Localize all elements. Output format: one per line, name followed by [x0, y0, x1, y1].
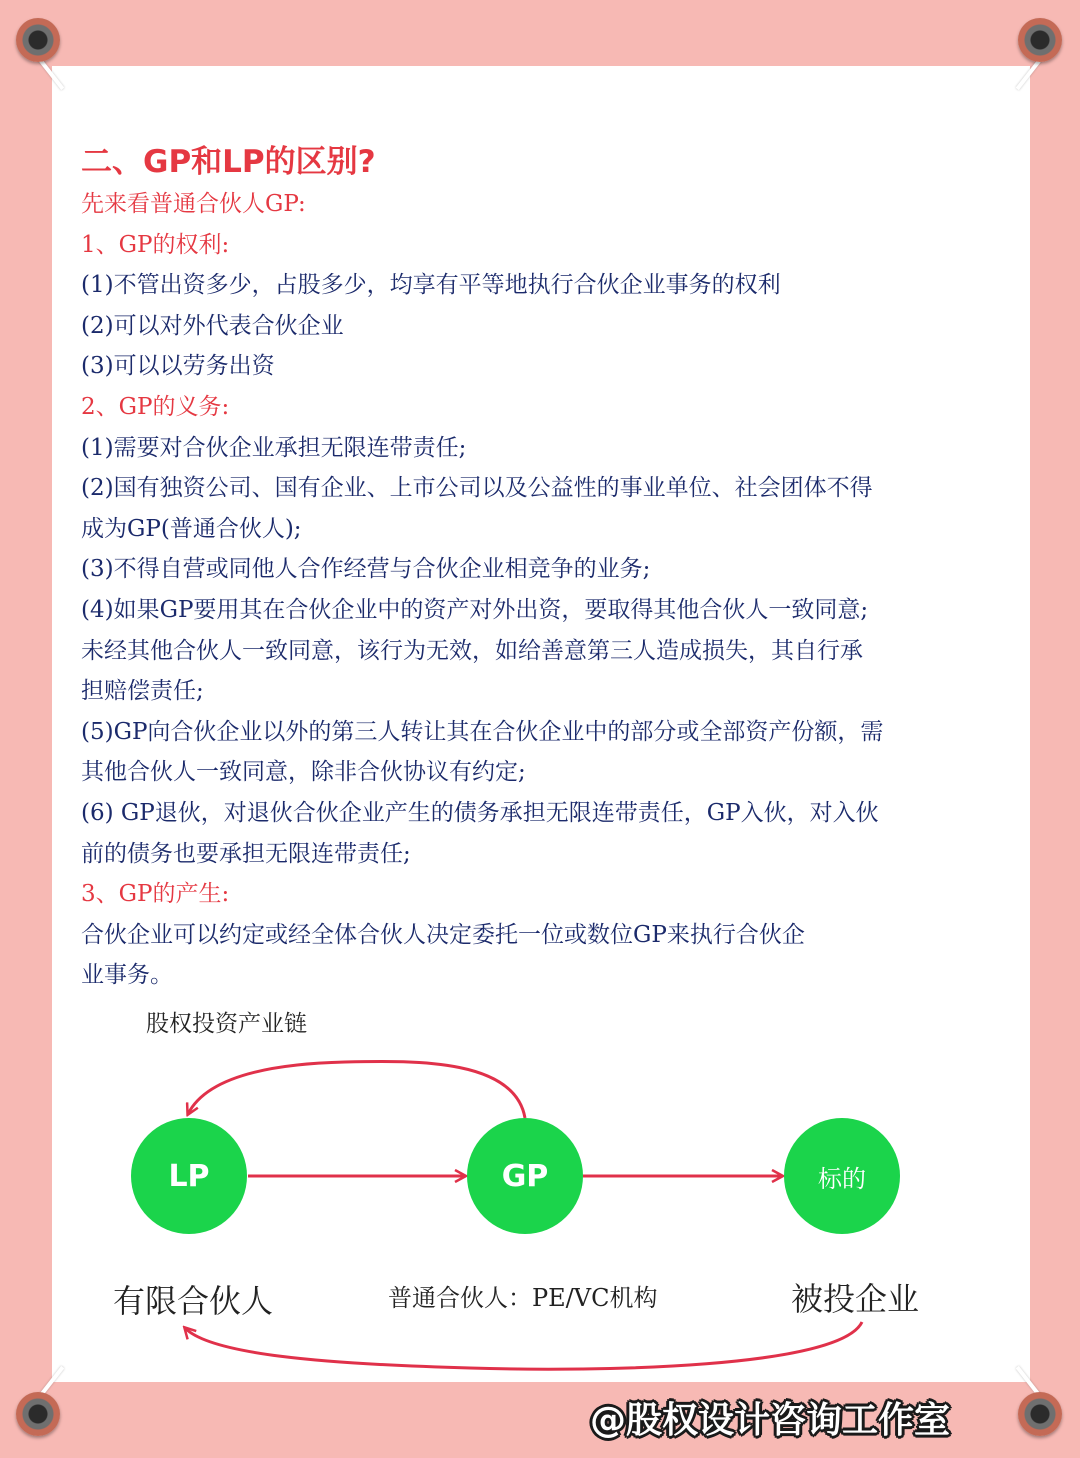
- text-lines: [81, 184, 1001, 996]
- text-line: 业事务。: [81, 962, 173, 989]
- text-line: (4)如果GP要用其在合伙企业中的资产对外出资，要取得其他合伙人一致同意;: [81, 596, 869, 623]
- text-line: (3)可以以劳务出资: [81, 353, 275, 380]
- text-line: (2)可以对外代表合伙企业: [81, 312, 344, 339]
- text-line: 前的债务也要承担无限连带责任;: [81, 840, 411, 867]
- pushpin-top-left-icon: [10, 12, 70, 72]
- text-line: 其他合伙人一致同意，除非合伙协议有约定;: [81, 759, 526, 786]
- watermark: @股权设计咨询工作室: [590, 1400, 951, 1441]
- text-line: (6) GP退伙，对退伙合伙企业产生的债务承担无限连带责任，GP入伙，对入伙: [81, 799, 879, 826]
- text-line: (1)不管出资多少，占股多少，均享有平等地执行合伙企业事务的权利: [81, 272, 781, 299]
- node-lp: LP: [131, 1118, 247, 1234]
- arrow-gp-to-lp: [188, 1061, 525, 1118]
- pushpin-top-right-icon: [1012, 12, 1072, 72]
- node-target: 标的: [784, 1118, 900, 1234]
- arrow-target-to-lp: [185, 1322, 862, 1369]
- pushpin-bottom-left-icon: [10, 1386, 70, 1446]
- text-line: 3、GP的产生:: [81, 881, 230, 908]
- text-line: (1)需要对合伙企业承担无限连带责任;: [81, 434, 467, 461]
- caption-target: 被投企业: [791, 1280, 920, 1318]
- text-line: (3)不得自营或同他人合作经营与合伙企业相竞争的业务;: [81, 556, 651, 583]
- text-line: 1、GP的权利:: [81, 231, 230, 258]
- pushpin-bottom-right-icon: [1012, 1386, 1072, 1446]
- text-line: 先来看普通合伙人GP:: [81, 191, 306, 217]
- section-heading: 二、GP和LP的区别?: [81, 144, 376, 180]
- article-content: [81, 140, 1001, 996]
- text-line: 未经其他合伙人一致同意，该行为无效，如给善意第三人造成损失，其自行承: [81, 637, 863, 664]
- text-line: (5)GP向合伙企业以外的第三人转让其在合伙企业中的部分或全部资产份额，需: [81, 718, 884, 745]
- caption-lp: 有限合伙人: [113, 1282, 274, 1320]
- text-line: 成为GP(普通合伙人);: [81, 515, 302, 542]
- text-line: (2)国有独资公司、国有企业、上市公司以及公益性的事业单位、社会团体不得: [81, 475, 873, 502]
- text-line: 2、GP的义务:: [81, 393, 230, 420]
- text-line: 合伙企业可以约定或经全体合伙人决定委托一位或数位GP来执行合伙企: [81, 921, 805, 948]
- caption-gp: 普通合伙人：PE/VC机构: [388, 1284, 658, 1312]
- text-line: 担赔偿责任;: [81, 678, 204, 705]
- node-gp: GP: [467, 1118, 583, 1234]
- diagram-title: 股权投资产业链: [146, 1011, 307, 1037]
